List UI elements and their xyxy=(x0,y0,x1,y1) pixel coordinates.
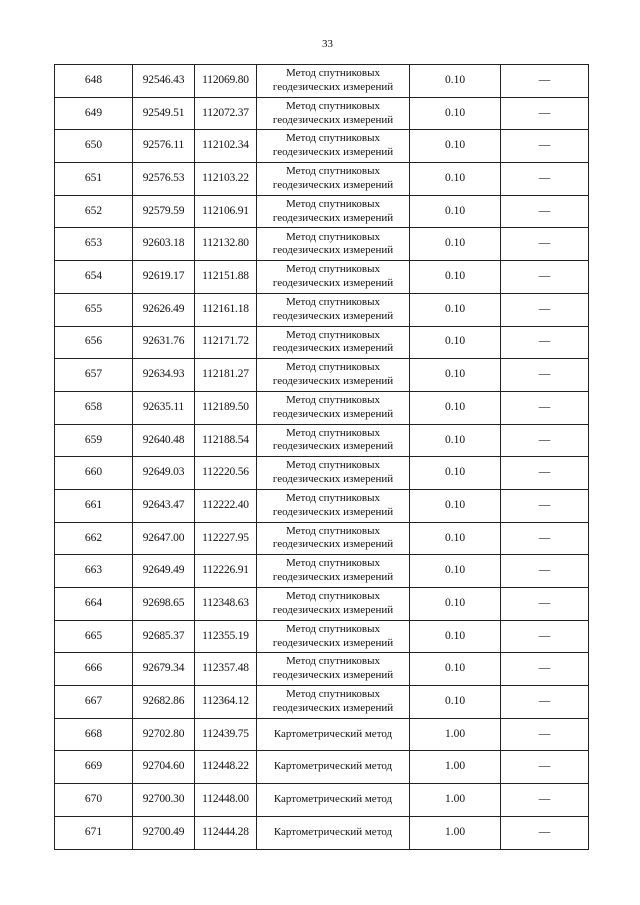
y-coordinate-cell: 112188.54 xyxy=(195,424,257,457)
x-coordinate-cell: 92643.47 xyxy=(133,489,195,522)
accuracy-cell: 0.10 xyxy=(410,588,501,621)
x-coordinate-cell: 92576.11 xyxy=(133,130,195,163)
note-cell: — xyxy=(501,751,589,784)
table-row xyxy=(55,653,589,686)
y-coordinate-cell: 112227.95 xyxy=(195,522,257,555)
method-cell: Метод спутниковых геодезических измерений xyxy=(257,261,410,294)
table-row xyxy=(55,816,589,849)
method-cell: Метод спутниковых геодезических измерений xyxy=(257,163,410,196)
y-coordinate-cell: 112189.50 xyxy=(195,391,257,424)
table-row xyxy=(55,359,589,392)
point-number-cell: 650 xyxy=(55,130,133,163)
y-coordinate-cell: 112132.80 xyxy=(195,228,257,261)
method-cell: Метод спутниковых геодезических измерений xyxy=(257,686,410,719)
y-coordinate-cell: 112226.91 xyxy=(195,555,257,588)
note-cell: — xyxy=(501,424,589,457)
note-cell: — xyxy=(501,718,589,751)
table-row xyxy=(55,784,589,817)
x-coordinate-cell: 92634.93 xyxy=(133,359,195,392)
note-cell: — xyxy=(501,620,589,653)
accuracy-cell: 0.10 xyxy=(410,359,501,392)
accuracy-cell: 0.10 xyxy=(410,228,501,261)
method-cell: Метод спутниковых геодезических измерений xyxy=(257,130,410,163)
x-coordinate-cell: 92549.51 xyxy=(133,97,195,130)
method-cell: Картометрический метод xyxy=(257,816,410,849)
method-cell: Картометрический метод xyxy=(257,718,410,751)
note-cell: — xyxy=(501,489,589,522)
x-coordinate-cell: 92698.65 xyxy=(133,588,195,621)
table-row xyxy=(55,293,589,326)
note-cell: — xyxy=(501,359,589,392)
y-coordinate-cell: 112444.28 xyxy=(195,816,257,849)
x-coordinate-cell: 92635.11 xyxy=(133,391,195,424)
y-coordinate-cell: 112364.12 xyxy=(195,686,257,719)
accuracy-cell: 0.10 xyxy=(410,424,501,457)
point-number-cell: 659 xyxy=(55,424,133,457)
point-number-cell: 651 xyxy=(55,163,133,196)
method-cell: Метод спутниковых геодезических измерений xyxy=(257,457,410,490)
y-coordinate-cell: 112220.56 xyxy=(195,457,257,490)
table-row xyxy=(55,261,589,294)
table-row xyxy=(55,457,589,490)
accuracy-cell: 0.10 xyxy=(410,620,501,653)
point-number-cell: 656 xyxy=(55,326,133,359)
y-coordinate-cell: 112448.22 xyxy=(195,751,257,784)
coordinates-table-body xyxy=(55,65,589,850)
x-coordinate-cell: 92546.43 xyxy=(133,65,195,98)
table-row xyxy=(55,718,589,751)
accuracy-cell: 0.10 xyxy=(410,163,501,196)
note-cell: — xyxy=(501,555,589,588)
table-row xyxy=(55,588,589,621)
table-row xyxy=(55,751,589,784)
x-coordinate-cell: 92576.53 xyxy=(133,163,195,196)
method-cell: Метод спутниковых геодезических измерений xyxy=(257,326,410,359)
table-row xyxy=(55,97,589,130)
y-coordinate-cell: 112103.22 xyxy=(195,163,257,196)
note-cell: — xyxy=(501,130,589,163)
point-number-cell: 655 xyxy=(55,293,133,326)
y-coordinate-cell: 112181.27 xyxy=(195,359,257,392)
y-coordinate-cell: 112439.75 xyxy=(195,718,257,751)
coordinates-table xyxy=(54,64,589,850)
point-number-cell: 662 xyxy=(55,522,133,555)
table-row xyxy=(55,555,589,588)
table-row xyxy=(55,620,589,653)
accuracy-cell: 0.10 xyxy=(410,686,501,719)
point-number-cell: 654 xyxy=(55,261,133,294)
x-coordinate-cell: 92704.60 xyxy=(133,751,195,784)
point-number-cell: 669 xyxy=(55,751,133,784)
page-number: 33 xyxy=(322,38,333,50)
point-number-cell: 653 xyxy=(55,228,133,261)
x-coordinate-cell: 92700.49 xyxy=(133,816,195,849)
note-cell: — xyxy=(501,195,589,228)
table-row xyxy=(55,424,589,457)
y-coordinate-cell: 112348.63 xyxy=(195,588,257,621)
method-cell: Метод спутниковых геодезических измерений xyxy=(257,522,410,555)
note-cell: — xyxy=(501,816,589,849)
table-row xyxy=(55,522,589,555)
accuracy-cell: 1.00 xyxy=(410,784,501,817)
y-coordinate-cell: 112161.18 xyxy=(195,293,257,326)
accuracy-cell: 0.10 xyxy=(410,261,501,294)
method-cell: Метод спутниковых геодезических измерений xyxy=(257,228,410,261)
point-number-cell: 665 xyxy=(55,620,133,653)
accuracy-cell: 1.00 xyxy=(410,816,501,849)
x-coordinate-cell: 92679.34 xyxy=(133,653,195,686)
point-number-cell: 663 xyxy=(55,555,133,588)
y-coordinate-cell: 112102.34 xyxy=(195,130,257,163)
accuracy-cell: 0.10 xyxy=(410,195,501,228)
x-coordinate-cell: 92631.76 xyxy=(133,326,195,359)
method-cell: Метод спутниковых геодезических измерений xyxy=(257,653,410,686)
point-number-cell: 667 xyxy=(55,686,133,719)
y-coordinate-cell: 112222.40 xyxy=(195,489,257,522)
note-cell: — xyxy=(501,261,589,294)
table-row xyxy=(55,163,589,196)
x-coordinate-cell: 92685.37 xyxy=(133,620,195,653)
note-cell: — xyxy=(501,588,589,621)
y-coordinate-cell: 112355.19 xyxy=(195,620,257,653)
method-cell: Метод спутниковых геодезических измерений xyxy=(257,97,410,130)
x-coordinate-cell: 92640.48 xyxy=(133,424,195,457)
point-number-cell: 670 xyxy=(55,784,133,817)
point-number-cell: 671 xyxy=(55,816,133,849)
method-cell: Метод спутниковых геодезических измерений xyxy=(257,195,410,228)
x-coordinate-cell: 92579.59 xyxy=(133,195,195,228)
x-coordinate-cell: 92619.17 xyxy=(133,261,195,294)
point-number-cell: 666 xyxy=(55,653,133,686)
point-number-cell: 660 xyxy=(55,457,133,490)
y-coordinate-cell: 112171.72 xyxy=(195,326,257,359)
note-cell: — xyxy=(501,228,589,261)
y-coordinate-cell: 112106.91 xyxy=(195,195,257,228)
accuracy-cell: 0.10 xyxy=(410,97,501,130)
table-row xyxy=(55,228,589,261)
note-cell: — xyxy=(501,686,589,719)
note-cell: — xyxy=(501,522,589,555)
method-cell: Картометрический метод xyxy=(257,784,410,817)
table-row xyxy=(55,195,589,228)
x-coordinate-cell: 92649.03 xyxy=(133,457,195,490)
point-number-cell: 657 xyxy=(55,359,133,392)
table-row xyxy=(55,130,589,163)
accuracy-cell: 0.10 xyxy=(410,522,501,555)
y-coordinate-cell: 112448.00 xyxy=(195,784,257,817)
x-coordinate-cell: 92649.49 xyxy=(133,555,195,588)
method-cell: Метод спутниковых геодезических измерений xyxy=(257,588,410,621)
y-coordinate-cell: 112069.80 xyxy=(195,65,257,98)
note-cell: — xyxy=(501,293,589,326)
x-coordinate-cell: 92682.86 xyxy=(133,686,195,719)
point-number-cell: 668 xyxy=(55,718,133,751)
method-cell: Метод спутниковых геодезических измерений xyxy=(257,359,410,392)
accuracy-cell: 1.00 xyxy=(410,718,501,751)
method-cell: Метод спутниковых геодезических измерений xyxy=(257,293,410,326)
accuracy-cell: 0.10 xyxy=(410,326,501,359)
note-cell: — xyxy=(501,326,589,359)
point-number-cell: 652 xyxy=(55,195,133,228)
note-cell: — xyxy=(501,784,589,817)
table-row xyxy=(55,686,589,719)
x-coordinate-cell: 92647.00 xyxy=(133,522,195,555)
x-coordinate-cell: 92603.18 xyxy=(133,228,195,261)
accuracy-cell: 0.10 xyxy=(410,457,501,490)
table-row xyxy=(55,391,589,424)
method-cell: Метод спутниковых геодезических измерений xyxy=(257,489,410,522)
point-number-cell: 664 xyxy=(55,588,133,621)
x-coordinate-cell: 92702.80 xyxy=(133,718,195,751)
table-row xyxy=(55,65,589,98)
accuracy-cell: 0.10 xyxy=(410,65,501,98)
note-cell: — xyxy=(501,653,589,686)
note-cell: — xyxy=(501,65,589,98)
method-cell: Метод спутниковых геодезических измерений xyxy=(257,620,410,653)
accuracy-cell: 0.10 xyxy=(410,391,501,424)
point-number-cell: 658 xyxy=(55,391,133,424)
accuracy-cell: 0.10 xyxy=(410,130,501,163)
accuracy-cell: 0.10 xyxy=(410,293,501,326)
method-cell: Метод спутниковых геодезических измерений xyxy=(257,65,410,98)
table-row xyxy=(55,489,589,522)
accuracy-cell: 0.10 xyxy=(410,489,501,522)
accuracy-cell: 0.10 xyxy=(410,555,501,588)
note-cell: — xyxy=(501,391,589,424)
note-cell: — xyxy=(501,163,589,196)
point-number-cell: 648 xyxy=(55,65,133,98)
point-number-cell: 649 xyxy=(55,97,133,130)
note-cell: — xyxy=(501,457,589,490)
y-coordinate-cell: 112072.37 xyxy=(195,97,257,130)
accuracy-cell: 1.00 xyxy=(410,751,501,784)
point-number-cell: 661 xyxy=(55,489,133,522)
method-cell: Картометрический метод xyxy=(257,751,410,784)
y-coordinate-cell: 112151.88 xyxy=(195,261,257,294)
method-cell: Метод спутниковых геодезических измерений xyxy=(257,391,410,424)
accuracy-cell: 0.10 xyxy=(410,653,501,686)
y-coordinate-cell: 112357.48 xyxy=(195,653,257,686)
x-coordinate-cell: 92626.49 xyxy=(133,293,195,326)
x-coordinate-cell: 92700.30 xyxy=(133,784,195,817)
note-cell: — xyxy=(501,97,589,130)
method-cell: Метод спутниковых геодезических измерений xyxy=(257,424,410,457)
table-row xyxy=(55,326,589,359)
method-cell: Метод спутниковых геодезических измерений xyxy=(257,555,410,588)
